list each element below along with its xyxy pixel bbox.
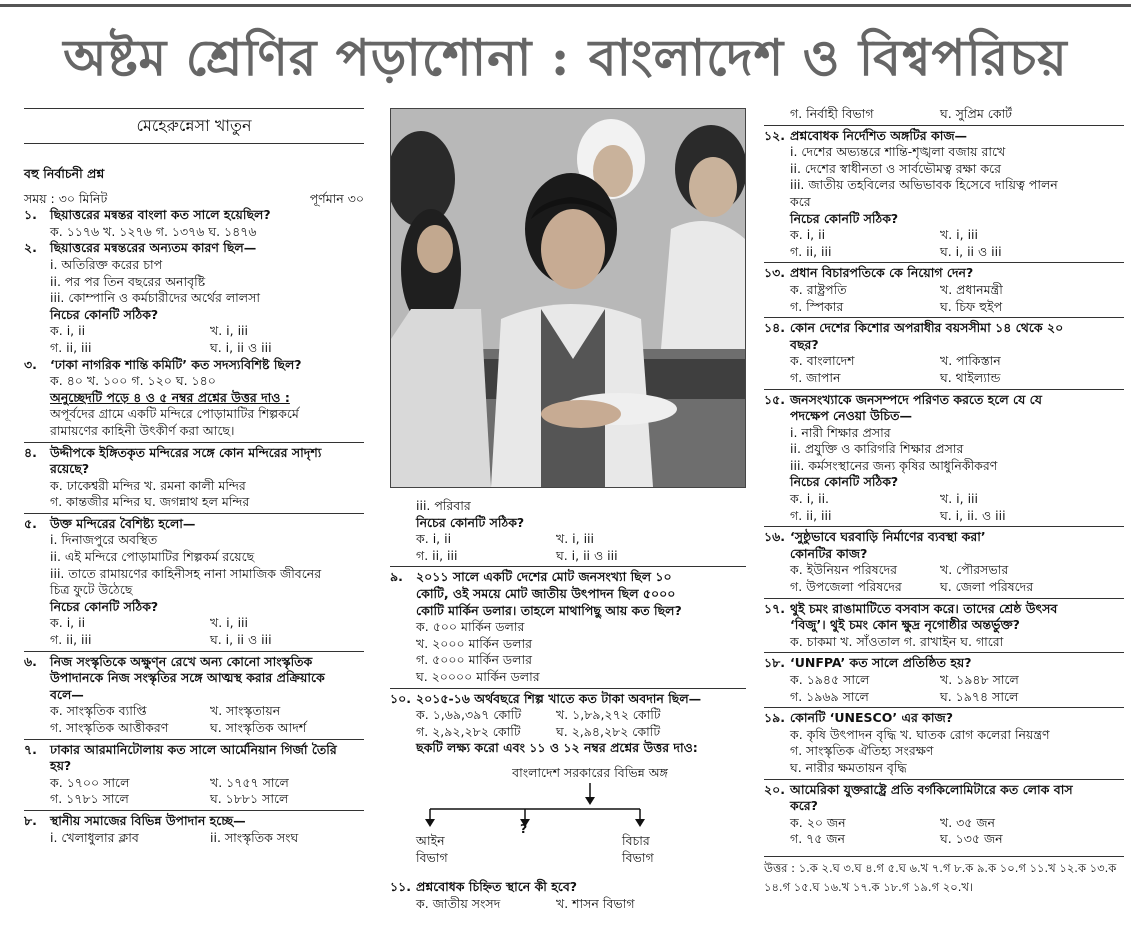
divider [764, 779, 1124, 780]
question-16-cont: কোনটির কাজ? [790, 545, 868, 561]
divider [764, 125, 1124, 126]
question-9-cont: কোটি, ওই সময়ে মোট জাতীয় উৎপাদন ছিল ৫০০০ [416, 585, 676, 601]
question-6-cont: বলে— [50, 686, 84, 702]
ask-line: নিচের কোনটি সঠিক? [790, 210, 899, 226]
option-row: ক. i, ii. খ. i, iii [790, 491, 978, 507]
divider [390, 566, 746, 567]
divider [764, 389, 1124, 390]
option-row: গ. স্পিকার ঘ. চিফ হুইপ [790, 298, 1003, 314]
option-row: ক. ইউনিয়ন পরিষদের খ. পৌরসভার [790, 562, 1009, 578]
option-row: গ. ii, iii ঘ. i, ii ও iii [50, 632, 272, 648]
option-row: ক. i, ii খ. i, iii [790, 227, 978, 243]
divider [764, 526, 1124, 527]
divider [764, 707, 1124, 708]
question-8: ৮. স্থানীয় সমাজের বিভিন্ন উপাদান হচ্ছে— [24, 812, 246, 828]
question-13: ১৩. প্রধান বিচারপতিকে কে নিয়োগ দেন? [764, 265, 974, 281]
option-row: ক. ঢাকেশ্বরী মন্দির খ. রমনা কালী মন্দির [50, 477, 246, 493]
divider [764, 262, 1124, 263]
question-15-cont: পদক্ষেপ নেওয়া উচিত— [790, 408, 913, 424]
option-row: গ. ii, iii ঘ. i, ii ও iii [50, 339, 272, 355]
diagram-mid-node: ? [520, 820, 528, 836]
passage-line: অপূর্বদের গ্রামে একটি মন্দিরে পোড়ামাটির শিল্পকর্মে [50, 406, 299, 422]
question-17: ১৭. থুই চমং রাঙামাটিতে বসবাস করে। তাদের শ্রেষ্ঠ উৎসব [764, 600, 1058, 616]
option-row: ক. সাংস্কৃতিক ব্যাপ্তি খ. সাংস্কৃতায়ন [50, 703, 281, 719]
divider [390, 688, 746, 689]
page-title: অষ্টম শ্রেণির পড়াশোনা : বাংলাদেশ ও বিশ্বপরিচয় [63, 28, 1068, 87]
statement: i. অতিরিক্ত করের চাপ [50, 256, 163, 272]
question-20-cont: করে? [790, 798, 818, 814]
statement: করে [790, 193, 811, 209]
divider [24, 810, 364, 811]
statement: ii. প্রযুক্তি ও কারিগরি শিক্ষার প্রসার [790, 441, 964, 457]
question-12: ১২. প্রশ্নবোধক নির্দেশিত অঙ্গটির কাজ— [764, 127, 968, 143]
question-6-cont: উপাদানকে নিজ সংস্কৃতির সঙ্গে আত্মস্থ করার প্রক্রিয়াকে [50, 670, 325, 686]
diagram-top-box: বাংলাদেশ সরকারের বিভিন্ন অঙ্গ [512, 764, 668, 780]
divider [764, 598, 1124, 599]
option-row: ক. চাকমা খ. সাঁওতাল গ. রাখাইন ঘ. গারো [790, 633, 1004, 649]
option-row: গ. কান্তজীর মন্দির ঘ. জগন্নাথ হল মন্দির [50, 494, 250, 510]
question-14: ১৪. কোন দেশের কিশোর অপরাধীর বয়সসীমা ১৪ থেকে ২০ [764, 320, 1064, 336]
passage-line: রামায়ণের কাহিনী উৎকীর্ণ করা আছে। [50, 422, 235, 438]
chart-instruction: ছকটি লক্ষ্য করো এবং ১১ ও ১২ নম্বর প্রশ্নের উত্তর দাও: [416, 740, 698, 756]
option-row: গ. ২,৯২,২৮২ কোটি ঘ. ২,৯৪,২৮২ কোটি [416, 723, 661, 739]
statement: চিত্র ফুটে উঠেছে [50, 582, 133, 598]
passage-heading: অনুচ্ছেদটি পড়ে ৪ ও ৫ নম্বর প্রশ্নের উত্তর দাও : [50, 389, 290, 405]
question-15: ১৫. জনসংখ্যাকে জনসম্পদে পরিণত করতে হলে যে যে [764, 391, 1042, 407]
divider [24, 651, 364, 652]
divider [764, 317, 1124, 318]
option-row: ক. বাংলাদেশ খ. পাকিস্তান [790, 353, 1001, 369]
option-row: গ. ii, iii ঘ. i, ii ও iii [790, 243, 1002, 259]
students-illustration [391, 109, 745, 487]
question-19: ১৯. কোনটি ‘UNESCO’ এর কাজ? [764, 710, 953, 726]
option-row: গ. ৭৫ জন ঘ. ১৩৫ জন [790, 831, 1003, 847]
option-row: ক. ১,৬৯,৩৯৭ কোটি খ. ১,৮৯,২৭২ কোটি [416, 707, 661, 723]
statement: i. দেশের অভ্যন্তরে শান্তি-শৃঙ্খলা বজায় রাখে [790, 144, 1006, 160]
ask-line: নিচের কোনটি সঠিক? [50, 598, 159, 614]
question-17-cont: ‘বিজু’। থুই চমং কোন ক্ষুদ্র নৃগোষ্ঠীর অন্তর্ভুক্ত? [790, 617, 1020, 633]
statement: iii. কোম্পানি ও কর্মচারীদের অর্থের লালসা [50, 290, 260, 306]
question-9-cont: কোটি মার্কিন ডলার। তাহলে মাথাপিছু আয় কত ছিল? [416, 602, 682, 618]
divider [24, 513, 364, 514]
question-14-cont: বছর? [790, 336, 819, 352]
option-row: গ. ১৭৮১ সালে ঘ. ১৮৮১ সালে [50, 791, 289, 807]
question-1-options: ক. ১১৭৬ খ. ১২৭৬ গ. ১৩৭৬ ঘ. ১৪৭৬ [50, 223, 257, 239]
statement: iii. জাতীয় তহবিলের অভিভাবক হিসেবে দায়িত্ব পালন [790, 177, 1058, 193]
option-row: গ. জাপান ঘ. থাইল্যান্ড [790, 369, 1001, 385]
column-3 [764, 106, 1124, 897]
option-row: ক. ১৯৪৫ সালে খ. ১৯৪৮ সালে [790, 672, 1019, 687]
divider [24, 442, 364, 443]
option-row: গ. উপজেলা পরিষদের ঘ. জেলা পরিষদের [790, 579, 1034, 595]
question-16: ১৬. ‘সুষ্ঠুভাবে ঘরবাড়ি নির্মাণের ব্যবস্থা করা’ [764, 529, 986, 545]
option-row: ক. ৫০০ মার্কিন ডলার [416, 619, 525, 635]
option-row: গ. ৫০০০ মার্কিন ডলার [416, 652, 532, 668]
question-7-cont: হয়? [50, 758, 72, 774]
statement: ii. এই মন্দিরে পোড়ামাটির শিল্পকর্ম রয়েছে [50, 549, 255, 565]
option-row: i. খেলাধুলার ক্লাব ii. সাংস্কৃতিক সংঘ [50, 829, 299, 845]
option-row: গ. ii, iii ঘ. i, ii. ও iii [790, 507, 1006, 523]
question-1: ১. ছিয়াত্তরের মন্বন্তর বাংলা কত সালে হয়েছিল? [24, 207, 271, 223]
question-11: ১১. প্রশ্নবোধক চিহ্নিত স্থানে কী হবে? [390, 878, 578, 894]
column-1 [24, 108, 364, 846]
answer-key: উত্তর : ১.ক ২.ঘ ৩.ঘ ৪.গ ৫.ঘ ৬.খ ৭.গ ৮.ক ৯.ক ১০.গ ১১.খ ১২.ক ১৩.ক ১৪.গ ১৫.ঘ ১৬.খ ১৭.ক ১৮.গ ১৯.গ ২০.খ। [764, 860, 1117, 894]
question-3-options: ক. ৪০ খ. ১০০ গ. ১২০ ঘ. ১৪০ [50, 373, 216, 389]
option-row: ঘ. নারীর ক্ষমতায়ন বৃদ্ধি [790, 759, 907, 775]
top-rule [0, 4, 1131, 7]
option-row: ক. i, ii খ. i, iii [416, 531, 594, 547]
ask-line: নিচের কোনটি সঠিক? [50, 306, 159, 322]
question-20: ২০. আমেরিকা যুক্তরাষ্ট্রে প্রতি বর্গকিলোমিটারে কত লোক বাস [764, 781, 1073, 797]
option-row: ক. ১৭০০ সালে খ. ১৭৫৭ সালে [50, 774, 289, 790]
option-row: ক. জাতীয় সংসদ খ. শাসন বিভাগ [416, 895, 635, 911]
government-organs-diagram [390, 761, 746, 879]
ask-line: নিচের কোনটি সঠিক? [790, 474, 899, 490]
option-row: ক. ২০ জন খ. ৩৫ জন [790, 814, 996, 830]
diagram-left-node: আইন বিভাগ [416, 832, 448, 865]
question-6: ৬. নিজ সংস্কৃতিকে অক্ষুণ্ন রেখে অন্য কোনো সাংস্কৃতিক [24, 653, 313, 669]
time-marks-row [24, 191, 364, 208]
option-row: ক. i, ii খ. i, iii [50, 615, 248, 631]
diagram-right-node: বিচার বিভাগ [622, 832, 654, 865]
statement: ii. দেশের স্বাধীনতা ও সার্বভৌমত্ব রক্ষা করে [790, 160, 1002, 176]
question-5: ৫. উক্ত মন্দিরের বৈশিষ্ট্য হলো— [24, 515, 196, 531]
option-row: গ. ii, iii ঘ. i, ii ও iii [416, 547, 618, 563]
option-row: ক. রাষ্ট্রপতি খ. প্রধানমন্ত্রী [790, 281, 1003, 297]
divider [764, 652, 1124, 653]
statement: i. দিনাজপুরে অবস্থিত [50, 532, 158, 548]
option-row: গ. সাংস্কৃতিক আত্তীকরণ ঘ. সাংস্কৃতিক আদর্শ [50, 720, 307, 735]
question-18: ১৮. ‘UNFPA’ কত সালে প্রতিষ্ঠিত হয়? [764, 655, 972, 671]
statement: iii. কর্মসংস্থানের জন্য কৃষির আধুনিকীকরণ [790, 457, 998, 473]
question-2: ২. ছিয়াত্তরের মন্বন্তরের অন্যতম কারণ ছিল— [24, 240, 257, 256]
ask-line: নিচের কোনটি সঠিক? [416, 514, 525, 530]
option-row: গ. নির্বাহী বিভাগ ঘ. সুপ্রিম কোর্ট [790, 106, 1012, 121]
author-name: মেহেরুন্নেসা খাতুন [24, 108, 364, 144]
question-7: ৭. ঢাকার আরমানিটোলায় কত সালে আর্মেনিয়ান গির্জা তৈরি [24, 741, 337, 757]
marks-label: পূর্ণমান ৩০ [309, 190, 364, 206]
question-4-cont: রয়েছে? [50, 461, 90, 477]
option-row: গ. ১৯৬৯ সালে ঘ. ১৯৭৪ সালে [790, 688, 1019, 704]
column-2 [390, 108, 746, 912]
section-heading: বহু নির্বাচনী প্রশ্ন [24, 166, 105, 181]
time-label: সময় : ৩০ মিনিট [24, 190, 108, 206]
statement: iii. তাতে রামায়ণের কাহিনীসহ নানা সামাজিক জীবনের [50, 565, 322, 581]
question-3: ৩. ‘ঢাকা নাগরিক শান্তি কমিটি’ কত সদস্যবিশিষ্ট ছিল? [24, 356, 302, 372]
option-row: খ. ২০০০ মার্কিন ডলার [416, 635, 532, 651]
option-row: গ. সাংস্কৃতিক ঐতিহ্য সংরক্ষণ [790, 743, 934, 759]
classroom-photo [390, 108, 746, 488]
option-row: ক. কৃষি উৎপাদন বৃদ্ধি খ. ঘাতক রোগ কলেরা নিয়ন্ত্রণ [790, 726, 1050, 742]
question-4: ৪. উদ্দীপকে ইঙ্গিতকৃত মন্দিরের সঙ্গে কোন মন্দিরের সাদৃশ্য [24, 444, 322, 460]
divider [24, 739, 364, 740]
option-row: ঘ. ২০০০০ মার্কিন ডলার [416, 668, 540, 684]
option-row: ক. i, ii খ. i, iii [50, 323, 248, 339]
question-10: ১০. ২০১৫-১৬ অর্থবছরে শিল্প খাতে কত টাকা অবদান ছিল— [390, 690, 702, 706]
statement: iii. পরিবার [416, 498, 471, 513]
divider [764, 856, 1124, 857]
statement: ii. পর পর তিন বছরের অনাবৃষ্টি [50, 273, 206, 289]
question-9: ৯. ২০১১ সালে একটি দেশের মোট জনসংখ্যা ছিল ১০ [390, 569, 672, 585]
statement: i. নারী শিক্ষার প্রসার [790, 424, 891, 440]
